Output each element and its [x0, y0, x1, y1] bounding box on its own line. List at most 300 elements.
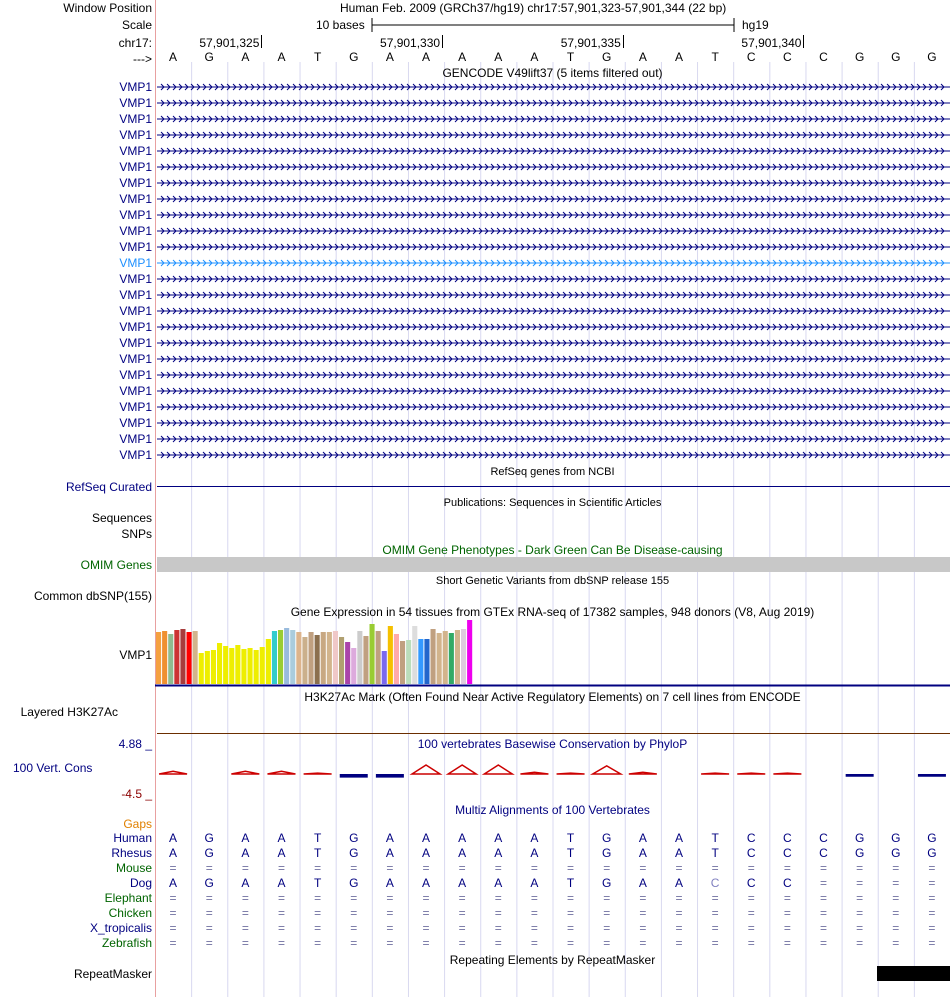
- multiz-base: =: [422, 906, 430, 920]
- base-letter: G: [204, 50, 214, 64]
- multiz-base: A: [385, 831, 394, 845]
- multiz-base: =: [856, 906, 864, 920]
- gtex-tissue-bar: [211, 650, 216, 684]
- multiz-base: =: [820, 861, 828, 875]
- multiz-base: =: [386, 921, 394, 935]
- coordinate-tick: [803, 35, 804, 48]
- multiz-base: =: [567, 906, 575, 920]
- multiz-base: =: [314, 906, 322, 920]
- multiz-base: =: [892, 906, 900, 920]
- gtex-tissue-bar: [431, 629, 436, 684]
- multiz-base: =: [277, 936, 285, 950]
- base-letter: A: [674, 50, 683, 64]
- multiz-base: =: [675, 921, 683, 935]
- scale-db: hg19: [742, 18, 769, 32]
- conservation-label[interactable]: 100 Vert. Cons: [13, 761, 93, 775]
- multiz-species-label[interactable]: Rhesus: [111, 846, 152, 860]
- multiz-base: =: [820, 876, 828, 890]
- multiz-base: A: [494, 846, 503, 860]
- multiz-base: =: [892, 936, 900, 950]
- gencode-transcript-feature[interactable]: [157, 210, 950, 220]
- multiz-base: =: [205, 936, 213, 950]
- multiz-base: =: [241, 891, 249, 905]
- gencode-transcript-feature[interactable]: [157, 242, 950, 252]
- multiz-base: =: [422, 861, 430, 875]
- multiz-base: =: [603, 936, 611, 950]
- multiz-base: =: [277, 921, 285, 935]
- multiz-species-label[interactable]: Dog: [129, 876, 152, 890]
- gencode-transcript-label[interactable]: VMP1: [119, 128, 152, 142]
- multiz-base: =: [494, 936, 502, 950]
- gtex-tissue-bar: [376, 631, 381, 684]
- multiz-base: =: [639, 891, 647, 905]
- multiz-base: A: [241, 876, 250, 890]
- gencode-transcript-feature[interactable]: [157, 82, 950, 92]
- base-letter: G: [854, 50, 865, 64]
- gtex-tissue-bar: [455, 630, 460, 684]
- multiz-base: =: [169, 906, 177, 920]
- gencode-transcript-label[interactable]: VMP1: [119, 448, 152, 462]
- gtex-tissue-bar: [449, 633, 454, 684]
- gencode-transcript-feature[interactable]: [157, 306, 950, 316]
- gencode-transcript-feature[interactable]: [157, 418, 950, 428]
- gtex-tissue-bar: [321, 632, 326, 684]
- multiz-species-label[interactable]: Mouse: [115, 861, 152, 875]
- base-letter: A: [494, 50, 503, 64]
- base-letter: A: [385, 50, 394, 64]
- gencode-transcript-label[interactable]: VMP1: [119, 144, 152, 158]
- coordinate-tick-label: 57,901,340: [741, 36, 802, 50]
- multiz-base: C: [710, 876, 720, 890]
- multiz-gaps-label[interactable]: Gaps: [123, 817, 152, 831]
- gencode-transcript-feature[interactable]: [157, 402, 950, 412]
- multiz-base: A: [458, 876, 467, 890]
- gencode-transcript-feature[interactable]: [157, 322, 950, 332]
- multiz-base: G: [349, 846, 359, 860]
- gtex-tissue-bar: [406, 640, 411, 684]
- multiz-base: =: [711, 861, 719, 875]
- gencode-transcript-feature[interactable]: [157, 258, 950, 268]
- gtex-tissue-bar: [284, 628, 289, 684]
- publications-sequences-label[interactable]: Sequences: [91, 511, 152, 525]
- multiz-base: =: [892, 861, 900, 875]
- gencode-transcript-label[interactable]: VMP1: [119, 208, 152, 222]
- multiz-base: =: [639, 861, 647, 875]
- multiz-base: C: [783, 876, 792, 890]
- gtex-tissue-bar: [400, 641, 405, 684]
- multiz-base: =: [350, 891, 358, 905]
- multiz-base: A: [494, 876, 503, 890]
- publications-title: Publications: Sequences in Scientific Articles: [443, 497, 662, 509]
- multiz-base: =: [458, 921, 466, 935]
- omim-label[interactable]: OMIM Genes: [80, 558, 152, 572]
- multiz-base: =: [277, 891, 285, 905]
- gencode-transcript-label[interactable]: VMP1: [119, 192, 152, 206]
- multiz-base: =: [747, 891, 755, 905]
- multiz-base: G: [602, 876, 612, 890]
- gencode-transcript-label[interactable]: VMP1: [119, 256, 152, 270]
- gtex-tissue-bar: [315, 635, 320, 684]
- refseq-label[interactable]: RefSeq Curated: [65, 480, 152, 494]
- gtex-tissue-bar: [388, 626, 393, 684]
- gencode-transcript-feature[interactable]: [157, 178, 950, 188]
- multiz-base: A: [422, 846, 431, 860]
- gencode-transcript-label[interactable]: VMP1: [119, 176, 152, 190]
- multiz-base: =: [205, 921, 213, 935]
- conservation-score-mark: [412, 765, 440, 774]
- gtex-tissue-bar: [278, 630, 283, 684]
- multiz-base: A: [277, 876, 286, 890]
- gencode-transcript-label[interactable]: VMP1: [119, 160, 152, 174]
- gencode-transcript-label[interactable]: VMP1: [119, 336, 152, 350]
- repeatmasker-label[interactable]: RepeatMasker: [73, 967, 152, 981]
- gtex-tissue-bar: [290, 630, 295, 684]
- gencode-transcript-label[interactable]: VMP1: [119, 352, 152, 366]
- multiz-base: =: [422, 921, 430, 935]
- conservation-plot[interactable]: [155, 752, 950, 792]
- multiz-species-label[interactable]: Chicken: [108, 906, 152, 920]
- multiz-base: =: [675, 906, 683, 920]
- multiz-base: A: [277, 846, 286, 860]
- base-letter: A: [169, 50, 178, 64]
- multiz-base: A: [494, 831, 503, 845]
- multiz-base: =: [386, 906, 394, 920]
- multiz-base: A: [530, 831, 539, 845]
- multiz-base: =: [241, 906, 249, 920]
- multiz-base: =: [494, 861, 502, 875]
- base-letter: T: [566, 50, 575, 64]
- gencode-transcript-feature[interactable]: [157, 274, 950, 284]
- multiz-base: T: [566, 846, 575, 860]
- multiz-base: =: [639, 921, 647, 935]
- multiz-base: A: [638, 876, 647, 890]
- multiz-base: =: [856, 861, 864, 875]
- multiz-base: =: [458, 906, 466, 920]
- gtex-tissue-bar: [437, 633, 442, 684]
- base-letter: C: [783, 50, 792, 64]
- multiz-base: G: [927, 846, 937, 860]
- multiz-base: =: [169, 921, 177, 935]
- base-letter: A: [422, 50, 431, 64]
- dbsnp-label[interactable]: Common dbSNP(155): [33, 589, 152, 603]
- gtex-tissue-bar: [174, 630, 179, 684]
- multiz-base: A: [169, 876, 178, 890]
- multiz-base: =: [205, 906, 213, 920]
- multiz-base: T: [711, 831, 719, 845]
- multiz-base: =: [820, 891, 828, 905]
- multiz-base: =: [350, 936, 358, 950]
- multiz-base: =: [422, 936, 430, 950]
- multiz-base: =: [458, 936, 466, 950]
- gtex-tissue-bar: [418, 639, 423, 684]
- gencode-transcript-feature[interactable]: [157, 114, 950, 124]
- multiz-base: A: [169, 831, 178, 845]
- gtex-label[interactable]: VMP1: [119, 648, 152, 662]
- multiz-base: =: [783, 891, 791, 905]
- multiz-base: =: [783, 861, 791, 875]
- multiz-base: G: [602, 846, 612, 860]
- gencode-transcript-label[interactable]: VMP1: [119, 416, 152, 430]
- multiz-base: =: [747, 906, 755, 920]
- base-letter: T: [313, 50, 322, 64]
- multiz-base: T: [566, 831, 575, 845]
- gtex-tissue-bar: [309, 632, 314, 684]
- multiz-base: A: [530, 846, 539, 860]
- gencode-transcript-feature[interactable]: [157, 434, 950, 444]
- gencode-transcript-feature[interactable]: [157, 338, 950, 348]
- gencode-transcript-label[interactable]: VMP1: [119, 432, 152, 446]
- multiz-base: =: [350, 906, 358, 920]
- conservation-score-mark: [629, 772, 657, 774]
- gtex-tissue-bar: [187, 632, 192, 684]
- gtex-tissue-bar: [260, 647, 265, 684]
- gtex-bar-chart[interactable]: [155, 620, 950, 688]
- gencode-transcript-feature[interactable]: [157, 386, 950, 396]
- gtex-tissue-bar: [302, 637, 307, 684]
- multiz-base: T: [313, 831, 322, 845]
- multiz-base: =: [314, 891, 322, 905]
- multiz-base: =: [783, 936, 791, 950]
- gencode-transcript-label[interactable]: VMP1: [119, 288, 152, 302]
- gencode-transcript-label[interactable]: VMP1: [119, 80, 152, 94]
- multiz-base: =: [277, 861, 285, 875]
- strand-label: --->: [133, 52, 152, 66]
- multiz-base: A: [458, 846, 467, 860]
- gencode-transcript-feature[interactable]: [157, 450, 950, 460]
- multiz-base: =: [169, 891, 177, 905]
- multiz-base: =: [711, 906, 719, 920]
- conservation-title: 100 vertebrates Basewise Conservation by PhyloP: [417, 737, 688, 751]
- conservation-score-mark: [701, 773, 729, 774]
- coordinate-tick: [261, 35, 262, 48]
- multiz-base: A: [422, 831, 431, 845]
- multiz-base: =: [567, 891, 575, 905]
- repeatmasker-feature[interactable]: [877, 966, 950, 981]
- multiz-base: A: [674, 831, 683, 845]
- multiz-base: =: [530, 891, 538, 905]
- gtex-tissue-bar: [412, 626, 417, 684]
- base-letter: C: [746, 50, 756, 64]
- multiz-base: A: [385, 846, 394, 860]
- multiz-base: =: [928, 936, 936, 950]
- gtex-tissue-bar: [382, 651, 387, 684]
- gtex-tissue-bar: [363, 636, 368, 684]
- refseq-title: RefSeq genes from NCBI: [490, 466, 615, 478]
- gencode-transcript-label[interactable]: VMP1: [119, 224, 152, 238]
- scale-bases: 10 bases: [316, 18, 365, 32]
- multiz-base: G: [854, 846, 865, 860]
- refseq-feature[interactable]: [157, 486, 950, 487]
- multiz-base: =: [603, 921, 611, 935]
- multiz-species-label[interactable]: Human: [113, 831, 152, 845]
- gtex-tissue-bar: [370, 624, 375, 684]
- omim-feature[interactable]: [157, 557, 950, 572]
- multiz-base: T: [313, 846, 322, 860]
- gtex-tissue-bar: [205, 651, 210, 684]
- base-letter: A: [458, 50, 467, 64]
- gtex-tissue-bar: [168, 634, 173, 684]
- multiz-base: =: [783, 906, 791, 920]
- multiz-base: =: [856, 891, 864, 905]
- gencode-transcript-feature[interactable]: [157, 194, 950, 204]
- coordinate-tick-label: 57,901,325: [199, 36, 260, 50]
- gtex-tissue-bar: [443, 631, 448, 684]
- coordinate-tick: [623, 35, 624, 48]
- base-letter: G: [927, 50, 937, 64]
- gencode-transcript-label[interactable]: VMP1: [119, 240, 152, 254]
- multiz-species-label[interactable]: Elephant: [104, 891, 152, 905]
- multiz-base: =: [820, 936, 828, 950]
- base-letter: G: [891, 50, 901, 64]
- multiz-base: A: [277, 831, 286, 845]
- multiz-base: C: [746, 846, 756, 860]
- gencode-transcript-feature[interactable]: [157, 290, 950, 300]
- coordinate-tick: [442, 35, 443, 48]
- multiz-base: =: [675, 891, 683, 905]
- multiz-base: =: [928, 861, 936, 875]
- gencode-transcript-feature[interactable]: [157, 370, 950, 380]
- multiz-base: =: [567, 861, 575, 875]
- multiz-base: A: [385, 876, 394, 890]
- gencode-transcript-feature[interactable]: [157, 98, 950, 108]
- base-letter: A: [638, 50, 647, 64]
- multiz-base: =: [928, 891, 936, 905]
- gencode-transcript-feature[interactable]: [157, 354, 950, 364]
- multiz-base: =: [169, 861, 177, 875]
- gencode-transcript-label[interactable]: VMP1: [119, 320, 152, 334]
- conservation-score-mark: [846, 774, 874, 777]
- multiz-base: G: [891, 831, 901, 845]
- multiz-base: =: [639, 936, 647, 950]
- multiz-base: C: [783, 846, 792, 860]
- multiz-base: =: [603, 861, 611, 875]
- gencode-transcript-label[interactable]: VMP1: [119, 368, 152, 382]
- multiz-base: C: [746, 876, 756, 890]
- conservation-score-mark: [159, 771, 187, 774]
- multiz-base: =: [747, 861, 755, 875]
- gtex-tissue-bar: [193, 631, 198, 684]
- multiz-base: =: [205, 861, 213, 875]
- coordinate-tick-label: 57,901,330: [380, 36, 441, 50]
- multiz-base: =: [675, 861, 683, 875]
- multiz-base: =: [494, 921, 502, 935]
- gencode-transcript-label[interactable]: VMP1: [119, 400, 152, 414]
- multiz-base: =: [386, 936, 394, 950]
- gencode-transcript-label[interactable]: VMP1: [119, 272, 152, 286]
- multiz-base: A: [458, 831, 467, 845]
- multiz-species-label[interactable]: X_tropicalis: [89, 921, 152, 935]
- multiz-base: A: [530, 876, 539, 890]
- gtex-tissue-bar: [467, 620, 472, 684]
- conservation-score-mark: [593, 766, 621, 774]
- multiz-base: G: [927, 831, 937, 845]
- multiz-base: =: [856, 936, 864, 950]
- multiz-base: =: [205, 891, 213, 905]
- multiz-base: =: [711, 936, 719, 950]
- multiz-base: =: [783, 921, 791, 935]
- gtex-tissue-bar: [180, 629, 185, 684]
- multiz-base: =: [928, 876, 936, 890]
- gencode-transcript-label[interactable]: VMP1: [119, 384, 152, 398]
- multiz-base: =: [892, 921, 900, 935]
- chrom-label: chr17:: [118, 36, 152, 50]
- multiz-base: =: [603, 891, 611, 905]
- multiz-base: =: [241, 936, 249, 950]
- gtex-tissue-bar: [156, 632, 161, 684]
- publications-snps-label[interactable]: SNPs: [121, 527, 152, 541]
- gencode-transcript-feature[interactable]: [157, 226, 950, 236]
- conservation-score-mark: [918, 774, 946, 777]
- multiz-base: =: [458, 861, 466, 875]
- gtex-tissue-bar: [339, 637, 344, 684]
- gtex-tissue-bar: [254, 650, 259, 684]
- h3k27ac-signal[interactable]: [157, 733, 950, 734]
- gtex-tissue-bar: [424, 639, 429, 684]
- base-letter: G: [349, 50, 359, 64]
- conservation-axis-min: -4.5 _: [121, 787, 152, 801]
- multiz-species-label[interactable]: Zebrafish: [101, 936, 152, 950]
- multiz-base: =: [675, 936, 683, 950]
- multiz-base: =: [458, 891, 466, 905]
- multiz-base: =: [928, 906, 936, 920]
- multiz-base: =: [530, 921, 538, 935]
- conservation-score-mark: [231, 771, 259, 774]
- multiz-base: G: [602, 831, 612, 845]
- multiz-base: =: [386, 891, 394, 905]
- multiz-base: A: [241, 831, 250, 845]
- multiz-base: =: [892, 891, 900, 905]
- gencode-transcript-label[interactable]: VMP1: [119, 96, 152, 110]
- window-position-value: Human Feb. 2009 (GRCh37/hg19) chr17:57,901,323-57,901,344 (22 bp): [340, 1, 727, 15]
- conservation-score-mark: [267, 771, 295, 774]
- multiz-base: =: [567, 936, 575, 950]
- gtex-tissue-bar: [229, 648, 234, 684]
- multiz-base: =: [314, 936, 322, 950]
- gtex-tissue-bar: [266, 639, 271, 684]
- window-position-label: Window Position: [63, 1, 152, 15]
- multiz-base: =: [928, 921, 936, 935]
- multiz-base: =: [820, 921, 828, 935]
- multiz-base: =: [350, 921, 358, 935]
- multiz-base: A: [241, 846, 250, 860]
- scale-bar: [370, 17, 736, 33]
- multiz-base: T: [711, 846, 719, 860]
- conservation-score-mark: [557, 773, 585, 774]
- conservation-axis-max: 4.88 _: [118, 737, 152, 751]
- multiz-base: =: [530, 861, 538, 875]
- multiz-base: A: [422, 876, 431, 890]
- h3k27ac-label[interactable]: Layered H3K27Ac: [20, 705, 118, 719]
- multiz-base: G: [854, 831, 865, 845]
- conservation-score-mark: [737, 773, 765, 774]
- conservation-score-mark: [448, 765, 476, 774]
- gencode-transcript-feature[interactable]: [157, 130, 950, 140]
- gencode-transcript-label[interactable]: VMP1: [119, 112, 152, 126]
- multiz-base: =: [856, 921, 864, 935]
- gtex-tissue-bar: [357, 631, 362, 684]
- multiz-base: =: [747, 921, 755, 935]
- gencode-transcript-feature[interactable]: [157, 146, 950, 156]
- gtex-tissue-bar: [296, 632, 301, 684]
- omim-title: OMIM Gene Phenotypes - Dark Green Can Be Disease-causing: [382, 543, 723, 557]
- gtex-title: Gene Expression in 54 tissues from GTEx RNA-seq of 17382 samples, 948 donors (V8, Aug 2019): [290, 605, 815, 619]
- gencode-transcript-feature[interactable]: [157, 162, 950, 172]
- multiz-base: =: [494, 891, 502, 905]
- multiz-base: T: [566, 876, 575, 890]
- multiz-base: C: [819, 846, 828, 860]
- gencode-transcript-label[interactable]: VMP1: [119, 304, 152, 318]
- gtex-tissue-bar: [327, 632, 332, 684]
